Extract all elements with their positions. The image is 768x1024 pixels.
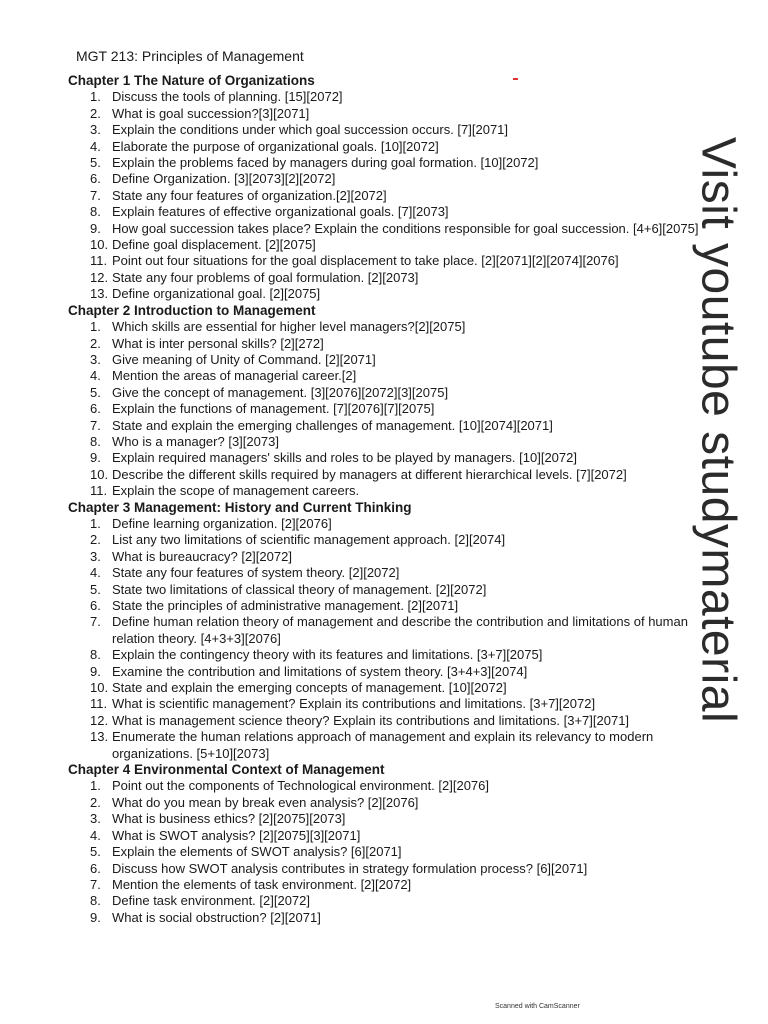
question-text: Mention the areas of managerial career.[2] [112,368,357,384]
chapter-4 [68,762,708,926]
question-item [68,811,707,827]
question-item [68,139,707,155]
question-item [68,434,707,450]
question-text: Discuss the tools of planning. [15][2072] [112,89,343,105]
question-text: What is business ethics? [2][2075][2073] [112,811,346,827]
watermark-text: Visit youtube studymaterial [691,136,745,724]
question-item [68,450,707,466]
chapter-1 [68,73,708,303]
question-number: 9. [90,909,101,925]
question-text: Who is a manager? [3][2073] [112,433,279,449]
question-list [68,778,708,926]
question-number: 1. [90,778,101,794]
question-item [68,549,707,565]
question-text: Define learning organization. [2][2076] [112,515,332,531]
question-text: List any two limitations of scientific management approach. [2][2074] [112,532,506,548]
question-list [68,319,708,499]
question-item [68,253,707,269]
red-pen-mark [513,78,518,80]
question-text: Explain the conditions under which goal succession occurs. [7][2071] [112,122,509,138]
question-text: Explain the functions of management. [7][2076][7][2075] [112,401,435,417]
question-item [68,352,707,368]
question-number: 10. [90,466,109,482]
question-number: 6. [90,860,101,876]
question-number: 11. [90,696,108,712]
question-item [68,795,707,811]
question-text: State two limitations of classical theory of management. [2][2072] [112,581,487,597]
question-text: State and explain the emerging concepts of management. [10][2072] [112,680,507,696]
question-text: Define goal displacement. [2][2075] [112,237,316,253]
question-item [68,237,707,253]
question-number: 10. [90,237,109,253]
question-item [68,171,707,187]
question-text: What is SWOT analysis? [2][2075][3][2071] [112,827,361,843]
question-text: Give meaning of Unity of Command. [2][2071] [112,351,376,367]
question-text: What is inter personal skills? [2][272] [112,335,324,351]
question-text: State and explain the emerging challenges of management. [10][2074][2071] [112,417,553,433]
question-number: 1. [90,89,101,105]
question-text: Discuss how SWOT analysis contributes in strategy formulation process? [6][2071] [112,860,588,876]
question-number: 7. [90,187,101,203]
question-text: Explain features of effective organizational goals. [7][2073] [112,204,449,220]
question-number: 9. [90,450,101,466]
question-number: 2. [90,532,101,548]
question-number: 11. [90,253,108,269]
question-text: Enumerate the human relations approach of management and explain its relevancy to modern organizations. [5+10][2073] [112,729,654,761]
question-text: What is scientific management? Explain its contributions and limitations. [3+7][2072] [112,696,596,712]
question-text: Define organizational goal. [2][2075] [112,286,321,302]
document-page [68,46,708,926]
question-number: 6. [90,401,101,417]
question-text: State any four features of organization.[2][2072] [112,187,387,203]
question-text: Explain the problems faced by managers during goal formation. [10][2072] [112,155,539,171]
question-text: State the principles of administrative management. [2][2071] [112,598,459,613]
question-number: 3. [90,811,101,827]
question-text: What is bureaucracy? [2][2072] [112,548,292,564]
question-list [68,89,708,302]
question-item [68,516,707,532]
question-item [68,221,707,237]
question-number: 8. [90,204,101,220]
question-text: State any four problems of goal formulation. [2][2073] [112,269,419,285]
question-item [68,729,707,762]
question-text: Point out the components of Technological environment. [2][2076] [112,778,490,794]
question-item [68,122,707,138]
question-text: Define task environment. [2][2072] [112,893,311,909]
question-item [68,893,707,909]
question-text: What is goal succession?[3][2071] [112,105,310,121]
question-item [68,401,707,417]
question-number: 4. [90,368,101,384]
question-text: How goal succession takes place? Explain the conditions responsible for goal succession. [4+6][2075] [112,220,699,236]
question-number: 3. [90,351,101,367]
question-number: 5. [90,581,101,597]
question-number: 8. [90,893,101,909]
question-item [68,467,707,483]
question-number: 1. [90,319,101,335]
question-number: 12. [90,269,109,285]
question-text: What is social obstruction? [2][2071] [112,909,321,925]
question-number: 10. [90,680,109,696]
question-number: 5. [90,844,101,860]
document-title: MGT 213: Principles of Management [76,48,304,64]
question-text: Explain the elements of SWOT analysis? [6][2071] [112,844,402,860]
chapter-2 [68,303,708,500]
question-number: 2. [90,105,101,121]
question-item [68,844,707,860]
question-item [68,664,707,680]
question-item [68,598,707,614]
question-number: 9. [90,663,101,679]
question-number: 5. [90,155,101,171]
question-item [68,270,707,286]
question-item [68,368,707,384]
question-text: What is management science theory? Explain its contributions and limitations. [3+7][2071] [112,712,630,728]
question-item [68,155,707,171]
question-text: Examine the contribution and limitations of system theory. [3+4+3][2074] [112,663,528,679]
question-number: 6. [90,598,101,613]
question-number: 11. [90,483,108,499]
question-item [68,483,707,499]
question-text: Give the concept of management. [3][2076][2072][3][2075] [112,384,449,400]
question-text: Explain required managers' skills and roles to be played by managers. [10][2072] [112,450,577,466]
question-number: 6. [90,171,101,187]
question-item [68,418,707,434]
question-number: 7. [90,614,101,630]
question-number: 2. [90,794,101,810]
question-number: 3. [90,548,101,564]
chapter-heading: Chapter 1 The Nature of Organizations [68,73,315,88]
question-item [68,778,707,794]
question-list [68,516,708,762]
question-item [68,319,707,335]
question-item [68,286,707,302]
question-text: Explain the contingency theory with its features and limitations. [3+7][2075] [112,647,543,663]
chapter-heading: Chapter 3 Management: History and Current Thinking [68,499,412,515]
question-number: 13. [90,286,109,302]
question-text: Mention the elements of task environment. [2][2072] [112,876,412,892]
question-item [68,910,707,926]
question-number: 13. [90,729,109,745]
question-number: 4. [90,138,101,154]
question-item [68,680,707,696]
question-item [68,861,707,877]
question-item [68,89,707,105]
question-number: 9. [90,220,101,236]
question-number: 1. [90,515,101,531]
question-number: 8. [90,433,101,449]
question-text: Which skills are essential for higher level managers?[2][2075] [112,319,466,335]
question-text: Explain the scope of management careers. [112,483,360,499]
question-number: 7. [90,876,101,892]
question-text: What do you mean by break even analysis? [2][2076] [112,794,419,810]
question-number: 2. [90,335,101,351]
question-number: 4. [90,565,101,581]
question-item [68,877,707,893]
question-item [68,828,707,844]
question-item [68,188,707,204]
question-number: 4. [90,827,101,843]
question-number: 5. [90,384,101,400]
scanner-footer: Scanned with CamScanner [495,1003,580,1010]
chapter-heading: Chapter 4 Environmental Context of Management [68,762,385,778]
question-item [68,532,707,548]
question-number: 8. [90,647,101,663]
question-text: Point out four situations for the goal displacement to take place. [2][2071][2][2074][2076] [112,253,619,269]
question-item [68,713,707,729]
question-item [68,204,707,220]
question-text: State any four features of system theory. [2][2072] [112,565,400,581]
question-text: Elaborate the purpose of organizational goals. [10][2072] [112,138,439,154]
question-item [68,647,707,663]
question-text: Define Organization. [3][2073][2][2072] [112,171,336,187]
chapter-heading: Chapter 2 Introduction to Management [68,302,316,318]
chapter-3 [68,500,708,763]
question-item [68,565,707,581]
question-item [68,385,707,401]
question-number: 7. [90,417,101,433]
question-item [68,696,707,712]
question-text: Describe the different skills required by managers at different hierarchical levels. [7][2072] [112,466,627,482]
question-item [68,336,707,352]
question-text: Define human relation theory of management and describe the contribution and limitations of human relation theory. [4+3+3][2076] [112,614,688,646]
question-number: 12. [90,712,109,728]
question-item [68,614,707,647]
question-item [68,106,707,122]
question-item [68,582,707,598]
question-number: 3. [90,122,101,138]
